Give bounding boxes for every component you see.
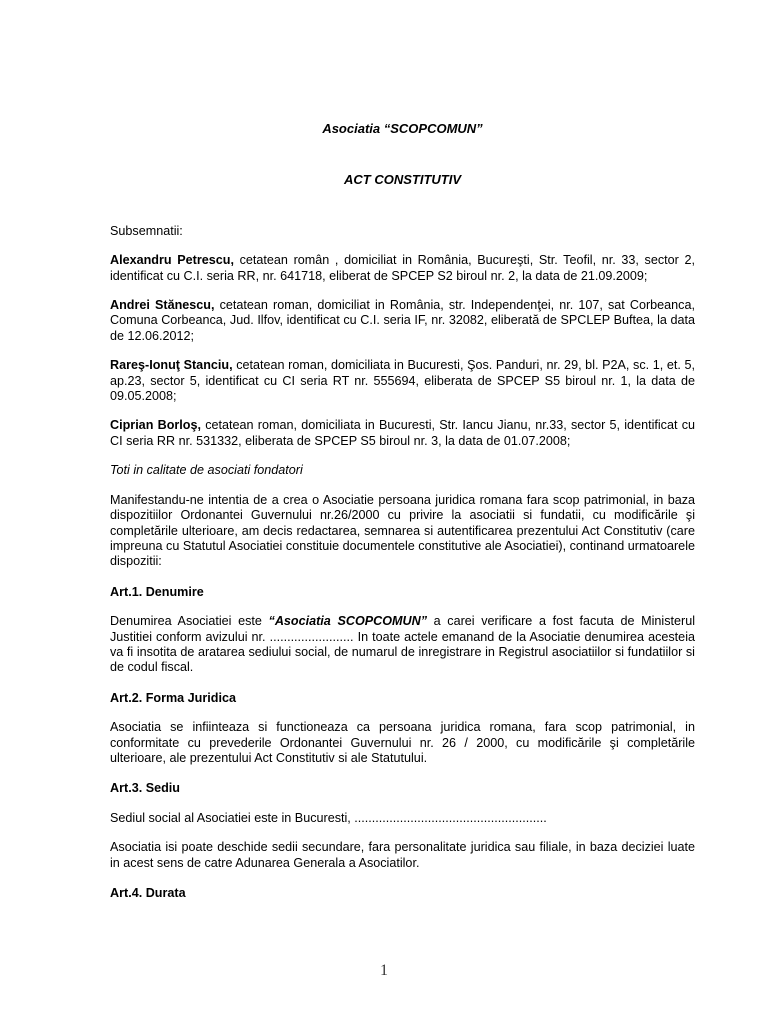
founder-name: Ciprian Borloş, [110,418,202,433]
article-3-heading: Art.3. Sediu [110,781,180,796]
founder-name: Alexandru Petrescu, [110,253,234,268]
founder-paragraph [110,298,695,344]
document-body [110,121,695,901]
founder-name: Rareş-Ionuţ Stanciu, [110,358,233,373]
article-3-text: Sediul social al Asociatiei este in Bucuresti, ....................................................... [110,810,547,825]
document-subtitle: ACT CONSTITUTIV [344,172,461,188]
article-2-heading: Art.2. Forma Juridica [110,690,236,705]
founder-name: Andrei Stănescu, [110,298,215,313]
association-title: Asociatia “SCOPCOMUN” [322,121,483,136]
founder-paragraph [110,253,695,284]
article-3-text-secondary: Asociatia isi poate deschide sedii secundare, fara personalitate juridica sau filiale, in baza deciziei luate in acest sens de catre Adunarea Generala a Asociatilor. [110,840,695,870]
article-1-text: Denumirea Asociatiei este “Asociatia SCOPCOMUN” a carei verificare a fost facuta de Ministerul Justitiei conform avizului nr. ........................ In toate actele emanand de la Asociatie denumirea acesteia va fi insotita de aratarea sediului social, de numarul de inregistrare in Registrul asociatiilor si fundatiilor si de codul fiscal. [110,614,695,675]
founder-details: cetatean roman, domiciliata in Bucuresti, Şos. Panduri, nr. 29, bl. P2A, sc. 1, et. 5, ap.23, sector 5, identificat cu CI seria RT nr. 555694, eliberata de SPCEP S5 biroul nr. 1, la data de 09.05.2008; [110,358,695,404]
page-number: 1 [380,962,388,979]
founder-paragraph [110,418,695,449]
article-4-heading: Art.4. Durata [110,886,186,900]
association-name: “Asociatia SCOPCOMUN” [268,614,428,629]
intro-label: Subsemnatii: [110,223,183,238]
founder-details: cetatean roman, domiciliat in România, str. Independenţei, nr. 107, sat Corbeanca, Comuna Corbeanca, Jud. Ilfov, identificat cu C.I. seria IF, nr. 32082, eliberată de SPCLEP Buftea, la data de 12.06.2012; [110,298,695,343]
founder-paragraph [110,358,695,404]
article-1-heading: Art.1. Denumire [110,584,204,599]
article-2-text: Asociatia se infiinteaza si functioneaza ca persoana juridica romana, fara scop patrimonial, in conformitate cu prevederile Ordonantei Guvernului nr. 26 / 2000, cu modificările şi completările ulterioare, ale prezentului Act Constitutiv si ale Statutului. [110,720,695,765]
manifest-paragraph: Manifestandu-ne intentia de a crea o Asociatie persoana juridica romana fara scop patrimonial, in baza dispozitiilor Ordonantei Guvernului nr.26/2000 cu privire la asociatii si fundatii, cu modificările şi completările ulterioare, am decis redactarea, semnarea si autentificarea prezentului Act Constitutiv (care impreuna cu Statutul Asociatiei constituie documentele constitutive ale Asociatiei), continand urmatoarele dispozitii: [110,492,695,569]
founder-details: cetatean român , domiciliat in România, Bucureşti, Str. Teofil, nr. 33, sector 2, identificat cu C.I. seria RR, nr. 641718, eliberat de SPCEP S2 biroul nr. 2, la data de 21.09.2009; [110,253,695,283]
founders-note: Toti in calitate de asociati fondatori [110,463,303,478]
founder-details: cetatean roman, domiciliata in Bucuresti, Str. Iancu Jianu, nr.33, sector 5, identificat cu CI seria RR nr. 531332, eliberata de SPCEP S5 biroul nr. 3, la data de 01.07.2008; [110,418,696,448]
